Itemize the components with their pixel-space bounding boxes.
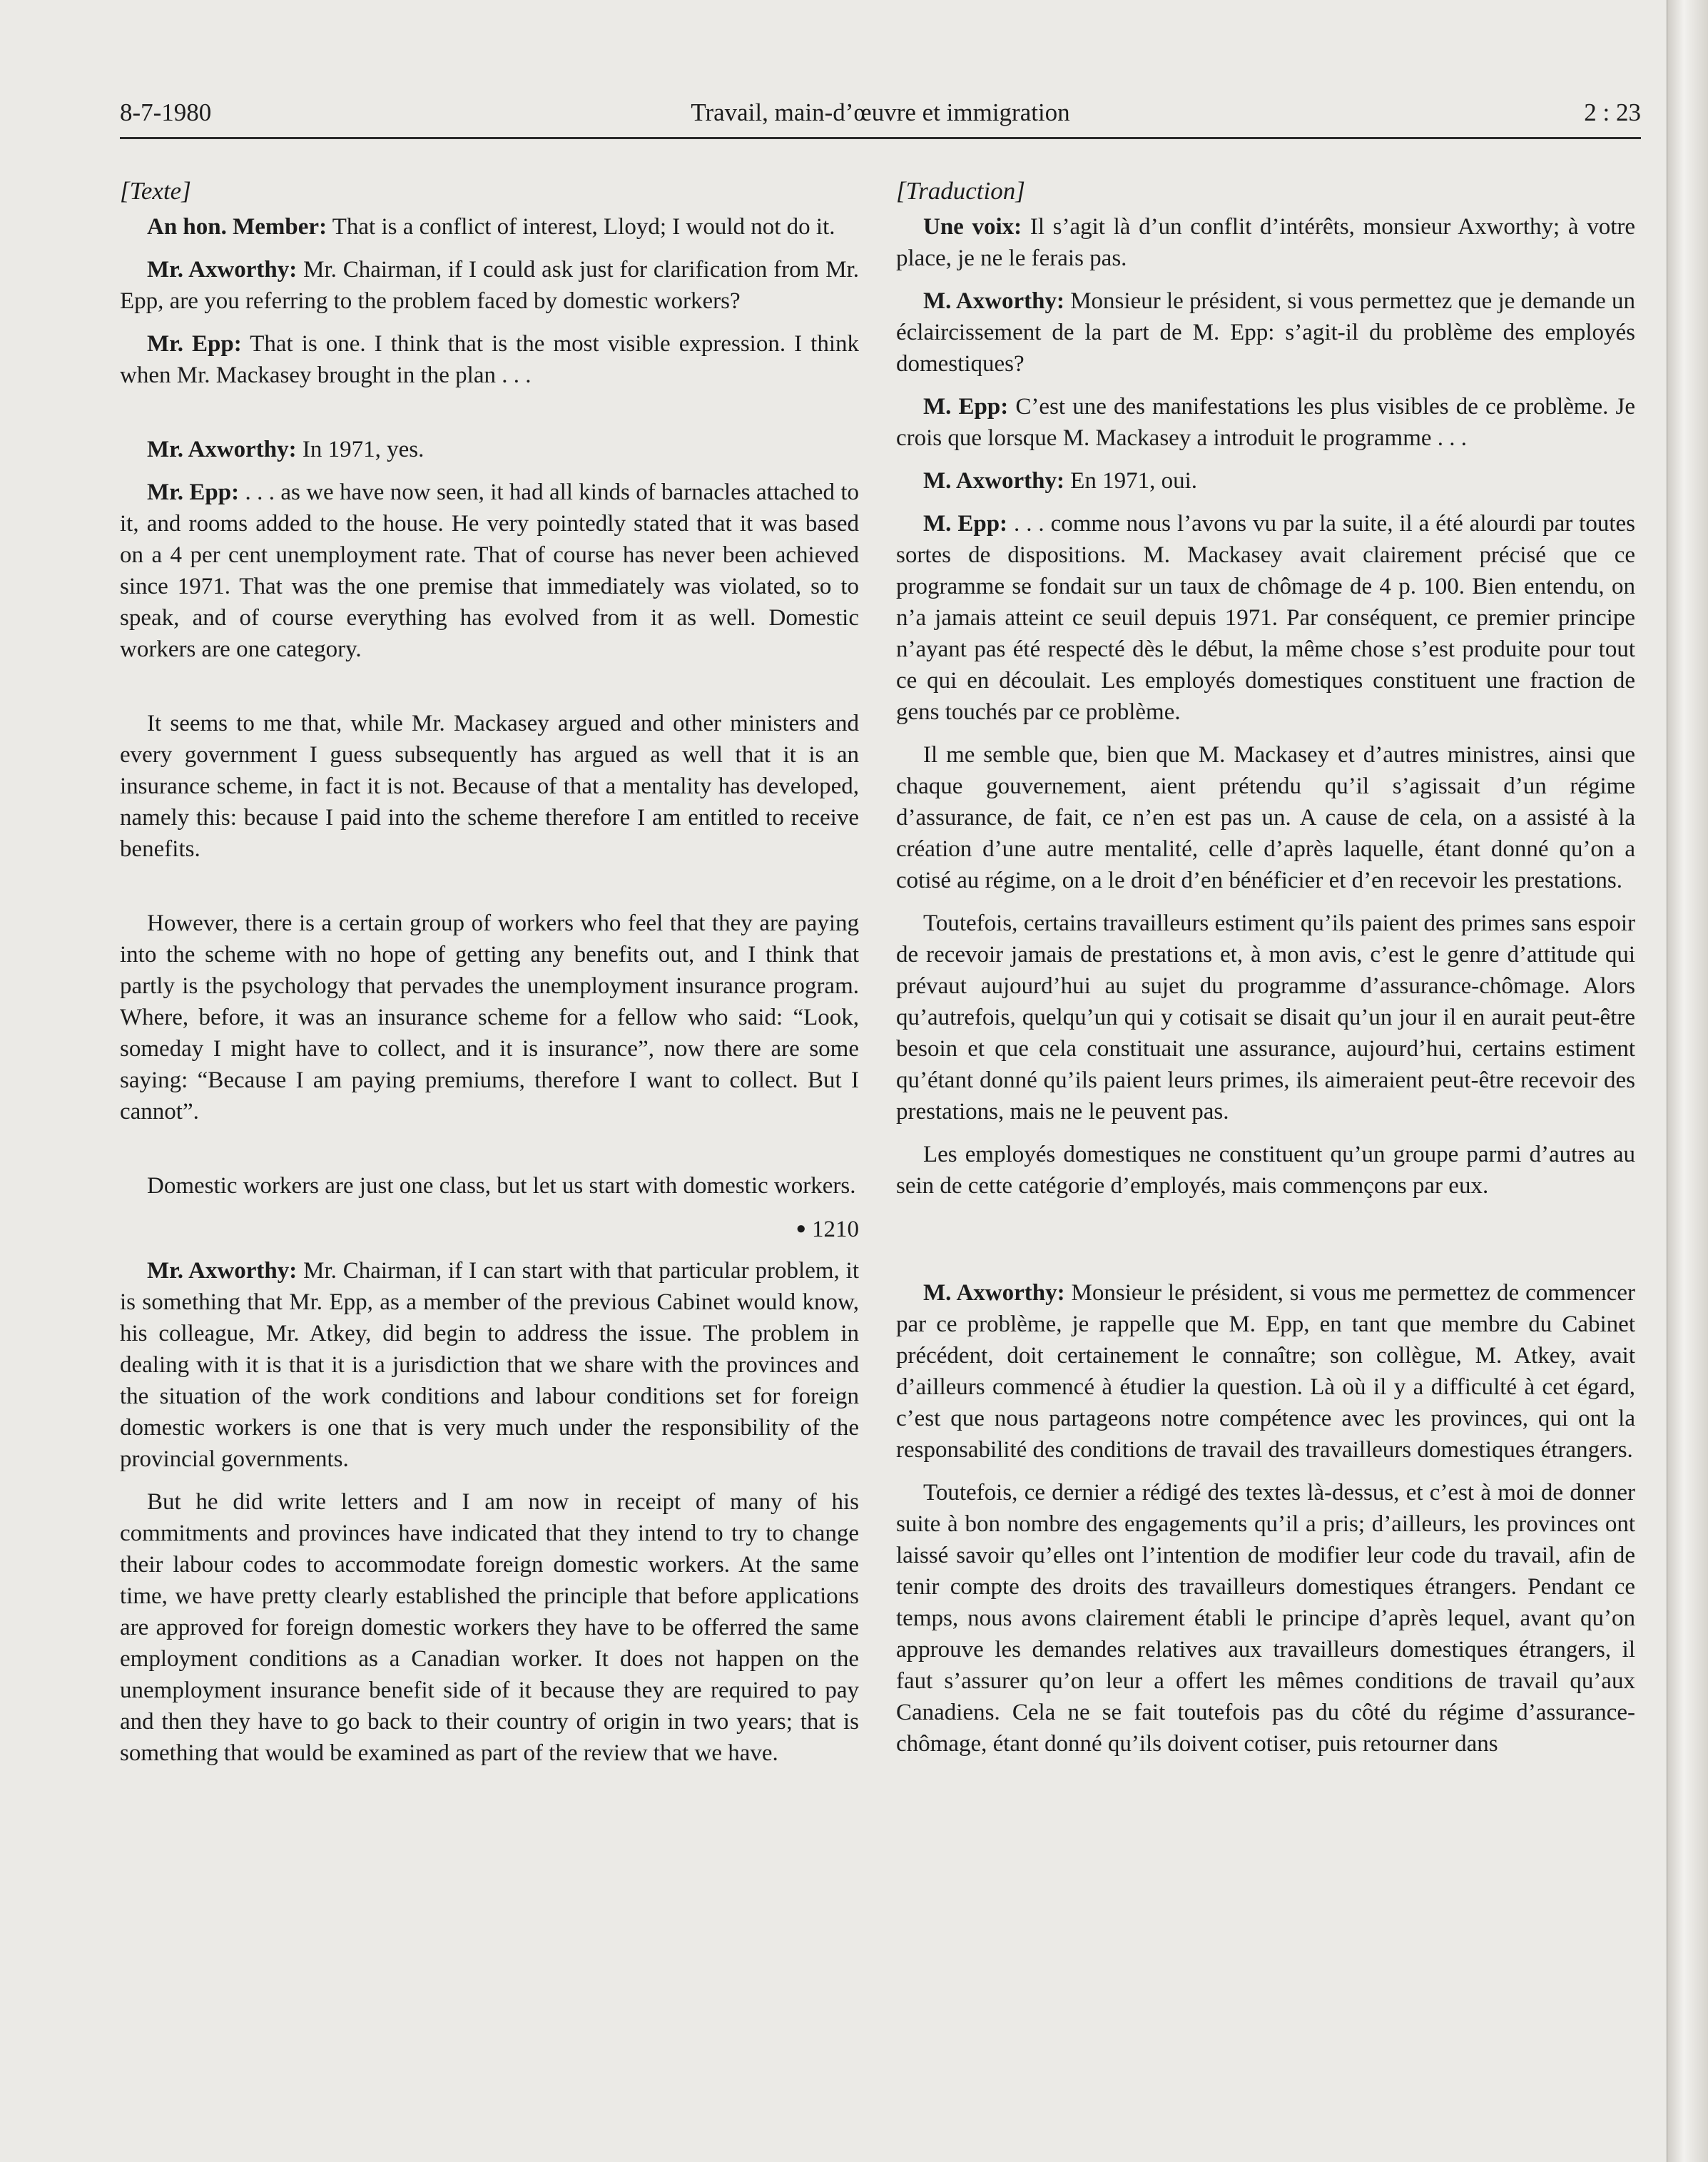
speech-text: . . . as we have now seen, it had all kinds of barnacles attached to it, and rooms added to the house. He very pointedly stated that it was based on a 4 per cent unemployment rate. That of course has never been achieved since 1971. That was the one premise that immediately was violated, so to speak, and of course everything has evolved from it as well. Domestic workers are one category. [120,479,859,662]
paragraph: It seems to me that, while Mr. Mackasey argued and other ministers and every government I guess subsequently has argued as well that it is an insurance scheme, in fact it is not. Because of that a mentality has developed, namely this: because I paid into the scheme therefore I am entitled to receive benefits. [120,711,859,862]
paragraph [120,477,859,665]
speech-text: Monsieur le président, si vous me permettez de commencer par ce problème, je rappelle que M. Epp, en tant que membre du Cabinet précédent, doit certainement le connaître; son collègue, M. Atkey, avait d’ailleurs commencé à étudier la question. Là où il y a difficulté à cet égard, c’est que nous partageons notre compétence avec les provinces, qui ont la responsabilité des conditions de travail des travailleurs domestiques étrangers. [896,1280,1635,1463]
header-rule [120,137,1641,139]
speaker-name: M. Epp: [923,394,1009,420]
bullet-icon: ● [795,1219,806,1238]
speech-text: Il s’agit là d’un conflit d’intérêts, monsieur Axworthy; à votre place, je ne le ferais pas. [896,214,1635,271]
header-title: Travail, main-d’œuvre et immigration [691,98,1070,126]
speaker-name: M. Epp: [923,511,1008,537]
paragraph [896,285,1635,380]
speech-text: En 1971, oui. [1070,468,1198,494]
paragraph [120,211,859,243]
speech-text: Monsieur le président, si vous permettez que je demande un éclaircissement de la part de M. Epp: s’agit-il du problème des employés domestiques? [896,288,1635,377]
speech-text: That is one. I think that is the most visible expression. I think when Mr. Mackasey brought in the plan . . . [120,331,859,388]
speaker-name: M. Axworthy: [923,468,1064,494]
paragraph [896,391,1635,454]
paragraph [896,1277,1635,1466]
timestamp-value: 1210 [812,1217,859,1242]
paragraph [120,1255,859,1475]
speaker-name: An hon. Member: [147,214,327,240]
header-page-number: 2 : 23 [1584,98,1641,126]
paragraph [120,434,859,465]
french-column [896,176,1635,2038]
paragraph [120,254,859,317]
paragraph [120,328,859,391]
page-edge [1667,0,1708,2162]
language-label: [Texte] [120,177,191,205]
speaker-name: Mr. Epp: [147,331,242,357]
paragraph: Il me semble que, bien que M. Mackasey et d’autres ministres, ainsi que chaque gouvernement, aient prétendu qu’il s’agissait d’un régime d’assurance, de fait, ce n’en est pas un. A cause de cela, on a assisté à la création d’une autre mentalité, celle d’après laquelle, étant donné qu’on a cotisé au régime, on a le droit d’en bénéficier et d’en recevoir les prestations. [896,742,1635,893]
timestamp [120,1213,859,1245]
paragraph: However, there is a certain group of workers who feel that they are paying into the scheme with no hope of getting any benefits out, and I think that partly is the psychology that pervades the unemployment insurance program. Where, before, it was an insurance scheme for a fellow who said: “Look, someday I might have to collect, and it is insurance”, now there are some saying: “Because I am paying premiums, therefore I want to collect. But I cannot”. [120,910,859,1125]
speech-text: . . . comme nous l’avons vu par la suite, il a été alourdi par toutes sortes de dispositions. M. Mackasey avait clairement précisé que ce programme se fondait sur un taux de chômage de 4 p. 100. Bien entendu, on n’a jamais atteint ce seuil depuis 1971. Par conséquent, ce premier principe n’ayant pas été respecté dès le début, la même chose s’est produite pour tout ce qui en découlait. Les employés domestiques constituent une fraction de gens touchés par ce problème. [896,511,1635,725]
paragraph: Toutefois, ce dernier a rédigé des textes là-dessus, et c’est à moi de donner suite à bon nombre des engagements qu’il a pris; d’ailleurs, les provinces ont laissé savoir qu’elles ont l’intention de modifier leur code du travail, afin de tenir compte des droits des travailleurs domestiques étrangers. Pendant ce temps, nous avons clairement établi le principe d’après lequel, avant qu’on approuve les demandes relatives aux travailleurs domestiques étrangers, il faut s’assurer qu’on leur a offert les mêmes conditions de travail qu’aux Canadiens. Cela ne se fait toutefois pas du côté du régime d’assurance-chômage, étant donné qu’ils doivent cotiser, puis retourner dans [896,1480,1635,1757]
speaker-name: M. Axworthy: [923,288,1064,314]
speaker-name: Mr. Axworthy: [147,257,298,283]
speech-text: C’est une des manifestations les plus visibles de ce problème. Je crois que lorsque M. Mackasey a introduit le programme . . . [896,394,1635,451]
paragraph [896,508,1635,728]
paragraph: But he did write letters and I am now in receipt of many of his commitments and provinces have indicated that they intend to try to change their labour codes to accommodate foreign domestic workers. At the same time, we have pretty clearly established the principle that before applications are approved for foreign domestic workers they have to be offerred the same employment conditions as a Canadian worker. It does not happen on the unemployment insurance benefit side of it because they are required to pay and then they have to go back to their country of origin in two years; that is something that would be examined as part of the review that we have. [120,1489,859,1766]
speaker-name: M. Axworthy: [923,1280,1065,1306]
running-header [120,98,1641,136]
speech-text: That is a conflict of interest, Lloyd; I would not do it. [332,214,835,240]
paragraph: Les employés domestiques ne constituent qu’un groupe parmi d’autres au sein de cette catégorie d’employés, mais commençons par eux. [896,1142,1635,1199]
english-column [120,176,859,2038]
speaker-name: Mr. Axworthy: [147,437,297,462]
paragraph: Domestic workers are just one class, but let us start with domestic workers. [147,1173,856,1199]
paragraph: Toutefois, certains travailleurs estiment qu’ils paient des primes sans espoir de recevoir jamais de prestations et, à mon avis, c’est le genre d’attitude qui prévaut aujourd’hui au sujet du programme d’assurance-chômage. Alors qu’autrefois, quelqu’un qui y cotisait se disait qu’un jour il en aurait peut-être besoin et que cela constituait une assurance, aujourd’hui, certains estiment qu’étant donné qu’ils paient leurs primes, ils aimeraient peut-être recevoir des prestations, mais ne le peuvent pas. [896,910,1635,1125]
paragraph [896,465,1635,497]
header-date: 8-7-1980 [120,98,212,126]
speaker-name: Une voix: [923,214,1022,240]
speaker-name: Mr. Epp: [147,479,240,505]
speaker-name: Mr. Axworthy: [147,1258,298,1284]
speech-text: Mr. Chairman, if I could ask just for clarification from Mr. Epp, are you referring to the problem faced by domestic workers? [120,257,859,314]
paragraph [896,211,1635,274]
speech-text: Mr. Chairman, if I can start with that particular problem, it is something that Mr. Epp, as a member of the previous Cabinet would know, his colleague, Mr. Atkey, did begin to address the issue. The problem in dealing with it is that it is a jurisdiction that we share with the provinces and the situation of the work conditions and labour conditions set for foreign domestic workers is one that is very much under the responsibility of the provincial governments. [120,1258,859,1472]
speech-text: In 1971, yes. [302,437,425,462]
language-label: [Traduction] [896,177,1025,205]
section-spacer [896,1213,1635,1277]
